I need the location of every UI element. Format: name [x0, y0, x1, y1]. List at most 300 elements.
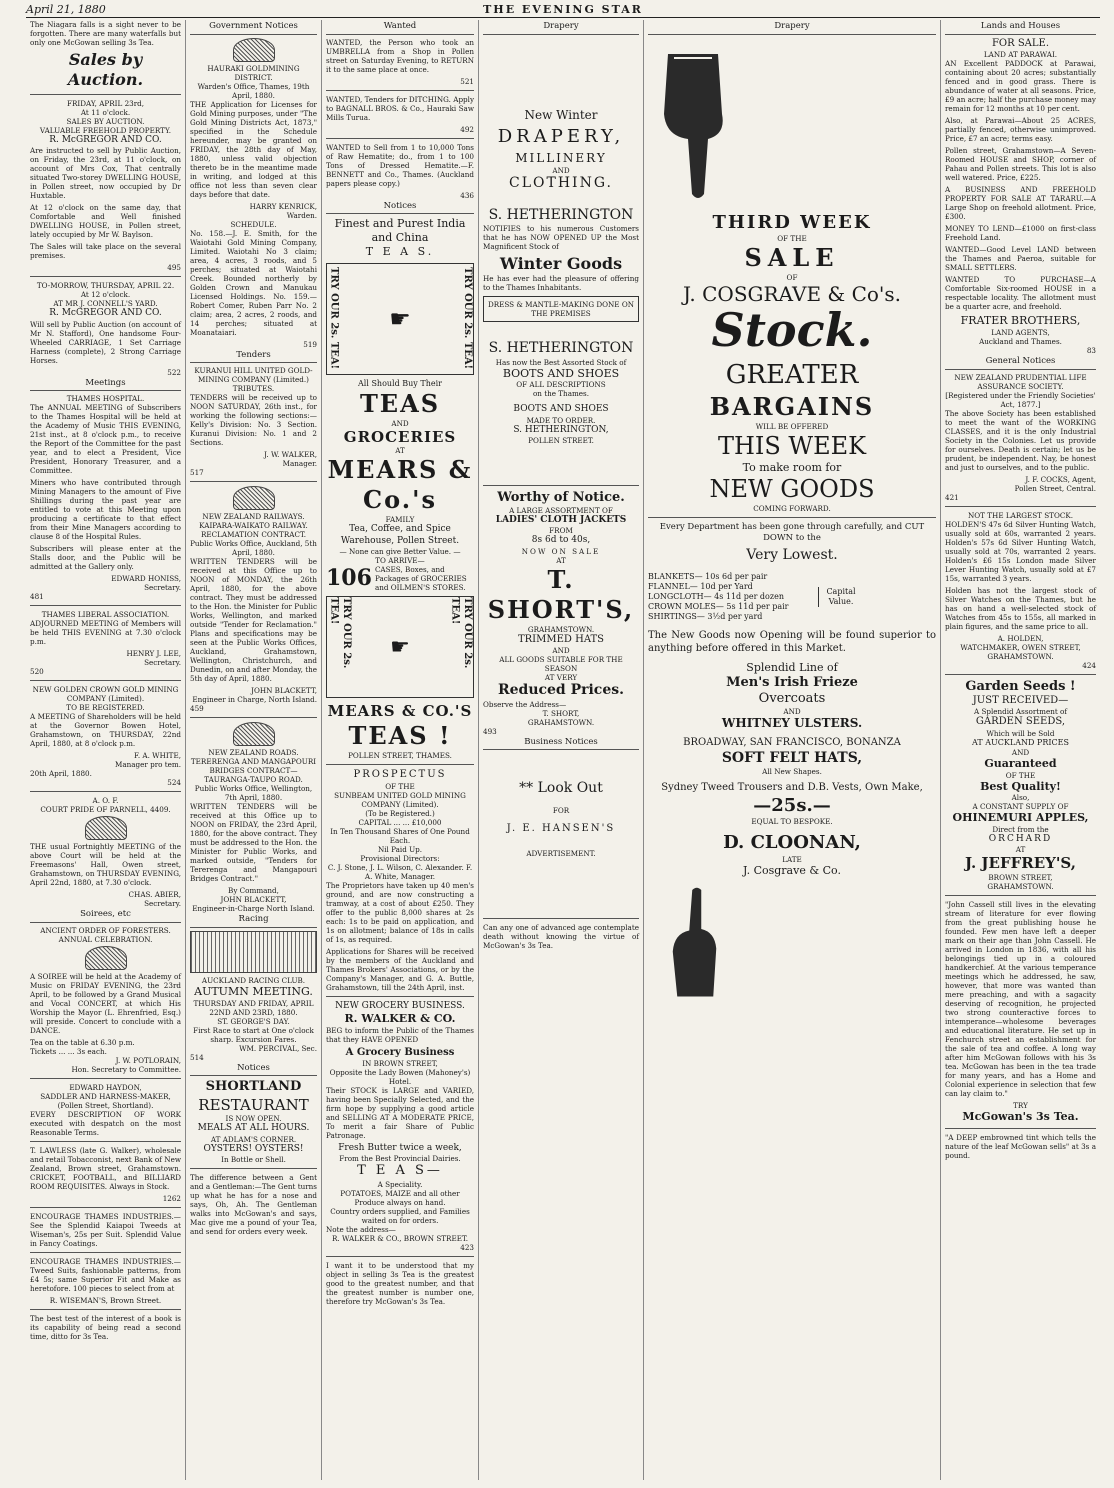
grocery-body-2: Their STOCK is LARGE and VARIED, having been Specially Selected, and the firm hope by supplying a good article and SELLING AT A MODERATE PRICE, To merit a fair Share of Public Patronage. [326, 1086, 474, 1140]
haydon-body: EVERY DESCRIPTION OF WORK executed with despatch on the most Reasonable Terms. [30, 1109, 181, 1137]
holden-body: HOLDEN'S 47s 6d Silver Hunting Watch, usually sold at 60s, warranted 2 years. Holden's 57s 6d Silver Hunting Watch, usually sold at 70s, warranted 2 years. Holden's £6 15s London made Silver Lever Hunting Watch, usually sold at £7 15s, warranted 3 years. [945, 519, 1096, 583]
ad-number: 492 [460, 124, 474, 134]
royal-arms-icon [233, 486, 275, 510]
cloonan-name: D. CLOONAN, [723, 832, 861, 854]
restaurant-name-2: RESTAURANT [198, 1095, 309, 1114]
grocery-teas: T E A S— [357, 1163, 443, 1179]
foresters-emblem-icon [85, 946, 127, 970]
racing-signature: WM. PERCIVAL, Sec. [239, 1043, 317, 1053]
lawless-body: T. LAWLESS (late G. Walker), wholesale and retail Tobacconist, next Bank of New Zealand, Brown street, Grahamstown. CRICKET, FOOTBALL, and BILLIARD ROOM REQUISITES. Always in Stock. [30, 1145, 181, 1191]
price-list [648, 572, 936, 622]
auction2-heading: TO-MORROW, THURSDAY, APRIL 22. [36, 281, 175, 291]
liberal-signature: HENRY J. LEE, [126, 649, 181, 659]
ad-number: 493 [483, 726, 497, 736]
roads-sub: TERERENGA AND MANGAPOURI BRIDGES CONTRACT—TAURANGA-TAUPO ROAD. [190, 757, 317, 785]
schedule-body: No. 158.—J. E. Smith, for the Waiotahi Gold Mining Company, Limited. Waiotahi No 3 claim; area, 4 acres, 3 roods, and 5 perches; situated at Waiotahi Creek. Bounded northerly by Golden Crown and Manukau Licensed Holdings. No. 159.—Robert Comer, Ruben Parr No. 2 claim; area, 2 acres, 2 roods, and 14 perches; situated at Moanataiari. [190, 228, 317, 337]
hetherington-name: S. HETHERINGTON [488, 206, 634, 223]
prospectus-directors: Provisional Directors: [360, 853, 440, 863]
ad-number: 1262 [162, 1193, 181, 1203]
auction-time: At 11 o'clock. [80, 108, 131, 117]
hetherington-body-2: He has ever had the pleasure of offering to the Thames Inhabitants. [483, 274, 639, 293]
liberal-title: THAMES LIBERAL ASSOCIATION. [41, 610, 170, 620]
grocery-business: A Grocery Business [345, 1046, 455, 1058]
aof-signature: CHAS. ABIER, [128, 890, 181, 900]
hauraki-signature: HARRY KENRICK, [249, 201, 317, 211]
splendid-line: Splendid Line of [746, 661, 838, 675]
column-footer: I want it to be understood that my object in selling 3s Tea is the greatest good to the greatest number, and that the greatest number is number one, therefore try McGowan's 3s Tea. [326, 1260, 474, 1306]
ad-number: 524 [167, 778, 181, 788]
prospectus-nil: Nil Paid Up. [377, 844, 423, 854]
largest-stock: NOT THE LARGEST STOCK. [968, 510, 1073, 520]
price-item: FLANNEL— 10d per Yard [648, 582, 753, 592]
haydon-trade: SADDLER AND HARNESS-MAKER, (Pollen Street, Shortland). [40, 1091, 171, 1110]
wanted-land: WANTED—Good Level LAND between the Thames and Paeroa, suitable for SMALL SETTLERS. [945, 245, 1096, 273]
land-agents: LAND AGENTS, [991, 327, 1050, 337]
parawai-land: LAND AT PARAWAI. [983, 50, 1058, 60]
pointing-hand-up-icon [648, 884, 738, 1004]
cosgrave-small: J. Cosgrave & Co. [743, 863, 841, 877]
frater-name: FRATER BROTHERS, [960, 314, 1081, 328]
mears-try-box [326, 263, 474, 375]
column-footer: "A DEEP embrowned tint which tells the nature of the leaf McGowan sells" at 3s a pound. [945, 1132, 1096, 1160]
agents-address: Auckland and Thames. [979, 336, 1062, 346]
aof-body: THE usual Fortnightly MEETING of the above Court will be held at the Freemasons' Hall, Owen street, Grahamstown, on THURSDAY EVENING, April 22nd, 1880, at 7.30 o'clock. [30, 842, 181, 888]
railways-signature: JOHN BLACKETT, [251, 686, 317, 696]
horse-racing-engraving-icon [190, 931, 317, 973]
wiseman-signature: R. WISEMAN'S, Brown Street. [49, 1295, 162, 1305]
auction2-time: At 12 o'clock. [80, 290, 131, 300]
ad-number: 520 [30, 667, 44, 677]
roads-body: WRITTEN TENDERS will be received at this Office up to NOON on FRIDAY, the 23rd April, 1880, for the above contract. They must be addressed to the Hon. the Minister for Public Works, and marked outside, "Tenders for Tererenga and Mangapouri Bridges Contract." [190, 802, 317, 884]
and-word: AND [1011, 747, 1030, 757]
irish-frieze: Men's Irish Frieze [726, 674, 858, 690]
foresters-body: A SOIREE will be held at the Academy of Music on FRIDAY EVENING, the 23rd April, to be followed by a Grand Musical and Vocal CONCERT, at which His Worship the Mayor (L. Ehrenfried, Esq.) will preside. Concert to conclude with a DANCE. [30, 971, 181, 1035]
prudential-body: The above Society has been established to meet the want of the WORKING CLASSES, and it is the only Industrial Society in the Colonies. Let us provide for ourselves. Death is certain; let us be prudent, be independent. Nay, be honest and just to ourselves, and to the public. [945, 408, 1096, 472]
section-heading-wanted: Wanted [326, 20, 474, 35]
auction2-body: Will sell by Public Auction (on account of Mr N. Stafford), One handsome Four-Wheeled CARRIAGE, 1 Set Carriage Harness (complete), 2 Strong Carriage Horses. [30, 319, 181, 365]
of-word: OF [786, 273, 798, 283]
railways-contract: RECLAMATION CONTRACT. [201, 530, 306, 540]
and-word: AND [552, 166, 570, 176]
column-2 [186, 20, 322, 1480]
prudential-signature: J. F. COCKS, Agent, [1025, 474, 1096, 484]
short-price: 8s 6d to 40s, [531, 535, 591, 546]
will-be-offered: WILL BE OFFERED [755, 421, 829, 431]
mears-address: POLLEN STREET, THAMES. [348, 751, 452, 760]
auction-place: The Sales will take place on the several premises. [30, 242, 181, 261]
grahamstown: GRAHAMSTOWN. [987, 882, 1054, 891]
grocery-speciality: A Speciality. [377, 1179, 423, 1189]
price-items [648, 572, 818, 622]
look-out: ** Look Out [519, 780, 603, 797]
auction-firm: R. McGREGOR AND CO. [49, 135, 162, 145]
descriptions: OF ALL DESCRIPTIONS [516, 380, 606, 390]
grocery-name: R. WALKER & CO. [344, 1011, 456, 1025]
short-and: AND [552, 646, 570, 656]
best-quality: Best Quality! [980, 779, 1061, 793]
greater-word: GREATER [725, 360, 859, 391]
short-sale: NOW ON SALE [521, 546, 601, 556]
grocery-note: Note the address— [326, 1224, 396, 1234]
royal-arms-icon [233, 722, 275, 746]
liberal-role: Secretary. [144, 658, 181, 668]
short-from: FROM [549, 526, 573, 536]
hauraki-office: Warden's Office, Thames, 19th April, 1880. [197, 81, 310, 100]
ad-number: 83 [1086, 345, 1096, 355]
grocery-street: IN BROWN STREET, [362, 1059, 438, 1068]
auckland-prices: AT AUCKLAND PRICES [972, 737, 1069, 747]
auction-heading: Sales by Auction. [67, 50, 144, 89]
kuranui-role: Manager. [282, 459, 317, 469]
prospectus-shares: In Ten Thousand Shares of One Pound Each. [330, 826, 470, 845]
drapery-word: DRAPERY, [497, 125, 625, 147]
roads-signature: JOHN BLACKETT, [220, 895, 287, 905]
business-body: A BUSINESS AND FREEHOLD PROPERTY FOR SALE AT TARARU.—A Large Shop on freehold allotment. Price, £300. [945, 185, 1096, 222]
mears-at: AT [395, 446, 405, 456]
prudential-address: Pollen Street, Central. [1014, 483, 1096, 493]
garden-seeds-heading: Garden Seeds ! [965, 678, 1076, 694]
coming-forward: COMING FORWARD. [753, 504, 831, 514]
prospectus-names: C. J. Stone, J. L. Wilson, C. Alexander. F. A. White, Manager. [327, 862, 473, 881]
at-word: AT [1015, 845, 1026, 855]
restaurant-where: AT ADLAM'S CORNER. [210, 1134, 297, 1144]
restaurant-meals: MEALS AT ALL HOURS. [197, 1123, 310, 1134]
grocery-body: BEG to inform the Public of the Thames that they HAVE OPENED [326, 1025, 474, 1044]
section-heading-drapery: Drapery [648, 20, 936, 35]
pollen-body: Pollen street, Grahamstown—A Seven-Roomed HOUSE and SHOP, corner of Pahau and Pollen streets. This lot is also well watered. Price, £225. [945, 146, 1096, 183]
made-to-order: MADE TO ORDER. [526, 415, 596, 425]
foresters-tea: Tea on the table at 6.30 p.m. [30, 1037, 135, 1047]
stock-word: Stock. [711, 303, 873, 358]
golden-crown-date: 20th April, 1880. [30, 769, 92, 779]
brown-street: BROWN STREET, [988, 873, 1053, 882]
column-footer: Can any one of advanced age contemplate death without knowing the virtue of McGowan's 3s Tea. [483, 923, 639, 951]
sale-word: SALE [744, 243, 840, 273]
auction2-place: AT MR J. CONNELL'S YARD. [53, 299, 158, 309]
just-received: JUST RECEIVED— [972, 694, 1069, 706]
section-heading-lands: Lands and Houses [945, 20, 1096, 35]
hetherington2-name: S. HETHERINGTON [488, 340, 634, 357]
hospital-body-2: Miners who have contributed through Mining Managers to the amount of Five Shillings during the past year are entitled to vote at this Meeting upon producing a certificate to that effect from their Mine Managers according to clause 8 of the Hospital Rules. [30, 478, 181, 542]
grocery-dairies: From the Best Provincial Dairies. [339, 1154, 461, 1164]
hospital-body: The ANNUAL MEETING of Subscribers to the Thames Hospital will be held at the Academy of Music THIS EVENING, 21st inst., at 8 o'clock p.m., to receive the Report of the Committee for the past year, and to elect a President, Vice President, Honorary Treasurer, and a Committee. [30, 403, 181, 476]
mears-groceries: GROCERIES [343, 427, 457, 446]
foresters-crest-icon [85, 816, 127, 840]
mears-should: All Should Buy Their [358, 378, 442, 388]
aof-heading: A. O. F. [92, 796, 119, 806]
new-goods: NEW GOODS [709, 475, 875, 504]
this-week: THIS WEEK [717, 431, 867, 460]
short-all: ALL GOODS SUITABLE FOR THE SEASON [499, 655, 623, 674]
hansen-name: J. E. HANSEN'S [506, 822, 616, 834]
kuranui-body: TENDERS will be received up to NOON SATURDAY, 26th inst., for working the following sections:— Kelly's Division: No. 3 Section. Kuranui Division: No. 1 and 2 Sections. [190, 393, 317, 448]
hauraki-role: Warden. [286, 210, 317, 220]
hetherington2-signature: S. HETHERINGTON, [513, 424, 609, 435]
holden-body-2: Holden has not the largest stock of Silver Watches on the Thames, but he has on hand a well-selected stock of Watches from 45s to 155s, all marked in plain figures, and the same price to all. [945, 585, 1096, 631]
section-heading-soirees: Soirees, etc [30, 908, 181, 923]
liberal-body: ADJOURNED MEETING of Members will be held THIS EVENING at 7.30 o'clock p.m. [30, 619, 181, 647]
jeffrey-name: J. JEFFREY'S, [965, 854, 1076, 873]
mears-name: MEARS & Co.'s [327, 455, 473, 515]
overcoats: Overcoats [758, 691, 826, 707]
mears-try-repeat: TRY OUR 2s. TEA! [461, 267, 473, 370]
column-footer: The best test of the interest of a book is its capability of being read a second time, ditto for 3s Tea. [30, 1313, 181, 1341]
short-very: AT VERY [544, 673, 578, 683]
prospectus-of: OF THE [385, 781, 415, 791]
ad-number: 459 [190, 704, 204, 714]
short-signature: T. SHORT, [542, 708, 580, 718]
millinery-word: MILLINERY [515, 151, 607, 166]
mears-name-2: MEARS & CO.'S [327, 702, 473, 721]
price-item: SHIRTINGS— 3½d per yard [648, 612, 763, 622]
railways-body: WRITTEN TENDERS will be received at this Office up to NOON of MONDAY, the 26th April, 1880, for the above contract. They must be addressed to the Hon. the Minister for Public Works, Wellington, and marked outside "Tender for Reclamation." Plans and specifications may be seen at the Public Works Offices, Auckland, Grahamstown, Wellington, Christchurch, and Dunedin, on and after Monday, the 5th day of April, 1880. [190, 557, 317, 684]
hospital-signature: EDWARD HONISS, [111, 574, 181, 584]
price-item: LONGCLOTH— 4s 11d per dozen [648, 592, 784, 602]
mears-arrival-row [326, 565, 474, 593]
very-lowest: Very Lowest. [746, 546, 838, 563]
section-heading-meetings: Meetings [30, 377, 181, 392]
auction-kind: SALES BY AUCTION. [66, 117, 145, 126]
kuranui-title: KURANUI HILL UNITED GOLD-MINING COMPANY (Limited.) [194, 366, 313, 385]
cosgrave-name: J. COSGRAVE & Co's. [682, 282, 902, 307]
short-at: AT [556, 555, 566, 565]
mears-and: AND [391, 418, 409, 428]
short-town: GRAHAMSTOWN. [527, 624, 595, 634]
third-week: THIRD WEEK [712, 211, 872, 233]
prospectus-title: SUNBEAM UNITED GOLD MINING COMPANY (Limited). [334, 790, 466, 809]
golden-crown-role: Manager pro tem. [114, 760, 181, 770]
wanted-ad-2: WANTED, Tenders for DITCHING. Apply to BAGNALL BROS. & Co., Hauraki Saw Mills Turua. [326, 94, 474, 122]
prospectus-reg: (To be Registered.) [365, 808, 435, 818]
prudential-title: NEW ZEALAND PRUDENTIAL LIFE ASSURANCE SOCIETY. [954, 372, 1087, 391]
grocery-potatoes: POTATOES, MAIZE and all other Produce always on hand. [340, 1188, 460, 1207]
whitney-ulsters: WHITNEY ULSTERS. [721, 716, 863, 731]
aof-role: Secretary. [144, 899, 181, 909]
foresters-title: ANCIENT ORDER OF FORESTERS. [40, 925, 171, 935]
look-for: FOR [552, 805, 570, 815]
railways-office: Public Works Office, Auckland, 5th April, 1880. [190, 539, 317, 558]
of-the: OF THE [1005, 770, 1036, 780]
restaurant-name: SHORTLAND [205, 1079, 302, 1095]
hospital-title: THAMES HOSPITAL. [66, 394, 145, 404]
racing-meeting: AUTUMN MEETING. [194, 984, 313, 998]
orchard: ORCHARD [988, 834, 1053, 844]
hospital-body-3: Subscribers will please enter at the Stalls door, and the Public will be admitted at the Gallery only. [30, 544, 181, 572]
short-address: GRAHAMSTOWN. [527, 717, 595, 727]
holden-signature: A. HOLDEN, [997, 633, 1044, 643]
mears-big-teas: TEAS [359, 388, 441, 418]
golden-crown-body: A MEETING of Shareholders will be held at the Governor Bowen Hotel, Grahamstown, on THURSDAY, 22nd April, 1880, at 8 o'clock p.m. [30, 712, 181, 749]
golden-crown-signature: F. A. WHITE, [133, 751, 181, 761]
dressmaking-box: DRESS & MANTLE-MAKING DONE ON THE PREMISES [483, 296, 639, 322]
issue-date: April 21, 1880 [26, 3, 106, 16]
mcgowan-tea: McGowan's 3s Tea. [962, 1110, 1079, 1123]
wanted-ad-3: WANTED to Sell from 1 to 10,000 Tons of Raw Hematite; do., from 1 to 100 Tons of Dressed Hematite.—F. BENNETT and Co., Thames. (Auckland papers please copy.) [326, 142, 474, 188]
prospectus-heading: PROSPECTUS [353, 769, 447, 780]
foresters-signature: J. W. POTLORAIN, [115, 1055, 181, 1065]
mears-tea-warehouse: Tea, Coffee, and Spice Warehouse, Pollen Street. [340, 524, 460, 546]
encourage-ad-2: ENCOURAGE THAMES INDUSTRIES.—Tweed Suits, fashionable patterns, from £4 5s; same Superior Fit and Make as heretofore. 100 pieces to select from at [30, 1256, 181, 1293]
column-1 [26, 20, 186, 1480]
money-body: MONEY TO LEND—£1000 on first-class Freehold Land. [945, 224, 1096, 243]
section-heading-racing: Racing [190, 913, 317, 928]
haydon-name: EDWARD HAYDON, [69, 1082, 142, 1092]
restaurant-open: IS NOW OPEN. [225, 1114, 282, 1124]
mears-arrive: TO ARRIVE— [375, 555, 425, 565]
golden-crown-sub: TO BE REGISTERED. [66, 703, 145, 713]
column-3 [322, 20, 479, 1480]
ladies-jackets: LADIES' CLOTH JACKETS [495, 515, 627, 526]
ad-number: 424 [1082, 660, 1096, 670]
grocery-heading: NEW GROCERY BUSINESS. [335, 1000, 465, 1011]
roads-role: Engineer-in-Charge North Island. [192, 904, 315, 914]
racing-day: ST. GEORGE'S DAY. [217, 1016, 290, 1026]
royal-arms-icon [233, 38, 275, 62]
ad-number: 517 [190, 468, 204, 478]
roads-command: By Command, [228, 886, 279, 896]
mears-lead: Finest and Purest India and China [334, 217, 466, 244]
mears-try: TRY OUR 2s. TEA! [328, 267, 340, 370]
hetherington-body: NOTIFIES to his numerous Customers that he has NOW OPENED UP the Most Magnificent Stock of [483, 224, 639, 252]
hauraki-body: THE Application for Licenses for Gold Mining purposes, under "The Gold Mining Districts Act, 1873," specified in the Schedule hereunder, may be granted on FRIDAY, the 28th day of May, 1880, unless valid objection thereto be in the meantime made in writing, and lodged at this office not less than seven clear days before that date. [190, 99, 317, 199]
price-item: BLANKETS— 10s 6d per pair [648, 572, 768, 582]
ad-number: 519 [303, 339, 317, 349]
broadway: BROADWAY, SAN FRANCISCO, BONANZA [683, 737, 901, 749]
make-room: To make room for [742, 460, 842, 474]
tweed-trousers: Sydney Tweed Trousers and D.B. Vests, Own Make, [661, 782, 923, 794]
grocery-opposite: Opposite the Lady Bowen (Mahoney's) Hotel. [329, 1068, 471, 1086]
wanted-ad-1: WANTED, the Person who took an UMBRELLA from a Shop in Pollen street on Saturday Evening, to RETURN it to the same place at once. [326, 37, 474, 74]
column-6 [941, 20, 1100, 1480]
pointing-hand-down-icon [648, 44, 738, 204]
bargains-word: BARGAINS [709, 391, 875, 421]
new-winter: New Winter [524, 107, 598, 122]
column-4 [479, 20, 644, 1480]
auction-title: VALUABLE FREEHOLD PROPERTY. [39, 126, 172, 135]
section-heading-notices: Notices [190, 1062, 317, 1077]
schedule-heading: SCHEDULE. [230, 219, 277, 229]
racing-dates: THURSDAY AND FRIDAY, APRIL 22ND AND 23RD, 1880. [193, 998, 314, 1017]
ad-number: 421 [945, 492, 959, 502]
restaurant-oysters: OYSTERS! OYSTERS! [203, 1143, 304, 1154]
also-body: Also, at Parawai—About 25 ACRES, partially fenced, otherwise unimproved. Price, £7 an acre; terms easy. [945, 116, 1096, 144]
boots-shoes: BOOTS AND SHOES [502, 366, 620, 380]
ad-number: 423 [460, 1242, 474, 1252]
column-5 [644, 20, 941, 1480]
foresters-tickets: Tickets ... ... 3s each. [30, 1046, 107, 1056]
racing-club-title: AUCKLAND RACING CLUB. [201, 975, 306, 985]
mears-none: — None can give Better Value. — [339, 546, 461, 556]
splendid-assortment: A Splendid Assortment of [973, 707, 1068, 717]
capital-value: Capital Value. [818, 587, 863, 607]
kuranui-sub: TRIBUTES. [232, 384, 275, 394]
short-name: T. SHORT'S, [487, 564, 635, 624]
prospectus-body: The Proprietors have taken up 40 men's ground, and are now constructing a tramway, at a cost of about £250. They offer to the public 8,000 shares at 2s each: 1s to be paid on application, and 1s on allotment; balance of 18s in calls of 1s, as required. [326, 880, 474, 944]
mears-family: FAMILY [385, 515, 415, 525]
mears-106: 106 [326, 564, 372, 591]
on-thames: on the Thames. [532, 389, 590, 399]
also-word: Also, [1011, 793, 1030, 803]
boots-shoes-2: BOOTS AND SHOES [513, 404, 609, 415]
cassell-body: "John Cassell still lives in the elevating stream of literature for ever flowing from the great publishing house he founded. Few men have left a deeper mark on their age than John Cassell. He arrived in London in 1836, with all his belongings tied up in a coloured handkerchief. At the various temperance meetings which he addressed, he saw, however, that more was wanted than mere preaching, and with a sagacity deserving of recognition, he projected two strong counteractive forces to intemperance—wholesome beverages and educational literature. He set up in Fenchurch street an establishment for the sale of tea and coffee. A long way after him McGowan follows with his 3s tea. McGowan has been in the tea trade for many years, and has a Home and Colonial experience in selection that few can lay claim to." [945, 900, 1096, 1098]
soft-felt-hats: SOFT FELT HATS, [721, 749, 863, 766]
section-heading-government: Government Notices [190, 20, 317, 35]
worthy-heading: Worthy of Notice. [497, 489, 625, 505]
intro-text: The Niagara falls is a sight never to be forgotten. There are many waterfalls but only one McGowan selling 3s Tea. [30, 20, 181, 47]
prospectus-body-2: Applications for Shares will be received by the members of the Auckland and Thames Brokers' Associations, or by the Company's Manager, and G. A. Buttle, Grahamstown, till the 24th April, inst. [326, 946, 474, 992]
guaranteed: Guaranteed [984, 756, 1057, 770]
railways-sub: KAIPARA-WAIKATO RAILWAY. [199, 521, 308, 531]
railways-title: NEW ZEALAND RAILWAYS. [202, 512, 305, 522]
ad-number: 495 [167, 263, 181, 273]
mears-try-3: TRY OUR 2s. TEA! [449, 597, 473, 669]
golden-crown-title: NEW GOLDEN CROWN GOLD MINING COMPANY (Limited). [32, 685, 179, 704]
grocery-address: R. WALKER & CO., BROWN STREET. [332, 1233, 468, 1243]
restaurant-shell: In Bottle or Shell. [221, 1154, 286, 1164]
new-goods-now: The New Goods now Opening will be found superior to anything before offered in this Market. [648, 630, 936, 654]
encourage-ad-1: ENCOURAGE THAMES INDUSTRIES.—See the Splendid Kaiapoi Tweeds at Wiseman's, 25s per Suit. Splendid Value in Fancy Coatings. [30, 1211, 181, 1248]
mears-teas-2: TEAS ! [348, 721, 452, 750]
price-25s: —25s.— [753, 794, 831, 816]
winter-goods: Winter Goods [499, 254, 623, 274]
hetherington2-body: Has now the Best Assorted Stock of [495, 357, 627, 367]
which-sold: Which will be Sold [986, 728, 1055, 738]
auction-body-2: At 12 o'clock on the same day, that Comfortable and Well finished DWELLING HOUSE, in Pollen street, lately occupied by Mr W. Baylson. [30, 203, 181, 240]
for-sale: FOR SALE. [991, 37, 1050, 49]
roads-title: NEW ZEALAND ROADS. [208, 748, 299, 758]
ad-number: 481 [30, 592, 44, 602]
trimmed-hats: TRIMMED HATS [517, 633, 605, 645]
every-department: Every Department has been gone through carefully, and CUT DOWN to the [659, 522, 925, 543]
mears-cases: CASES, Boxes, and Packages of GROCERIES and OILMEN'S STORES. [374, 565, 467, 592]
price-item: CROWN MOLES— 5s 11d per pair [648, 602, 789, 612]
new-shapes: All New Shapes. [762, 767, 822, 777]
short-observe: Observe the Address— [483, 699, 567, 709]
pointing-hand-icon: ☛ [390, 634, 410, 660]
constant-supply: A CONSTANT SUPPLY OF [972, 802, 1069, 812]
grocery-country: Country orders supplied, and Families waited on for orders. [330, 1206, 470, 1225]
section-heading-tenders: Tenders [190, 349, 317, 364]
short-lead: A LARGE ASSORTMENT OF [509, 506, 613, 516]
hospital-role: Secretary. [144, 583, 181, 593]
equal-bespoke: EQUAL TO BESPOKE. [751, 817, 833, 827]
foresters-role: Hon. Secretary to Committee. [71, 1064, 181, 1074]
hauraki-title: HAURAKI GOLDMINING DISTRICT. [207, 63, 300, 82]
garden-seeds: GARDEN SEEDS, [975, 716, 1066, 728]
of-the: OF THE [777, 234, 807, 244]
prudential-registered: [Registered under the Friendly Societies' Act, 1877.] [945, 390, 1096, 409]
railways-role: Engineer in Charge, North Island. [192, 695, 317, 705]
holden-role: WATCHMAKER, OWEN STREET, GRAHAMSTOWN. [960, 642, 1081, 661]
mears-try-2: TRY OUR 2s. TEA! [328, 597, 352, 669]
direct-from: Direct from the [992, 825, 1049, 834]
ad-number: 521 [460, 76, 474, 86]
and-word: AND [783, 707, 801, 717]
clothing-word: CLOTHING. [509, 175, 613, 192]
auction-date: FRIDAY, APRIL 23rd, [66, 99, 145, 108]
ad-number: 522 [167, 367, 181, 377]
try-word: TRY [1013, 1101, 1028, 1110]
mears-dealers-box [326, 596, 474, 698]
aof-title: COURT PRIDE OF PARNELL, 4409. [40, 805, 171, 815]
section-heading-general: General Notices [945, 355, 1096, 370]
auction2-firm: R. McGREGOR AND CO. [49, 308, 162, 319]
auction-body: Are instructed to sell by Public Auction, on Friday, the 23rd, at 11 o'clock, on account of Mrs Cox, That centrally situated Two-storey DWELLING HOUSE, in Pollen street, now occupied by Dr Huxtable. [30, 146, 181, 201]
late-word: LATE [782, 854, 802, 864]
foresters-sub: ANNUAL CELEBRATION. [58, 934, 153, 944]
section-heading-drapery: Drapery [483, 20, 639, 35]
section-heading-business: Business Notices [483, 736, 639, 751]
